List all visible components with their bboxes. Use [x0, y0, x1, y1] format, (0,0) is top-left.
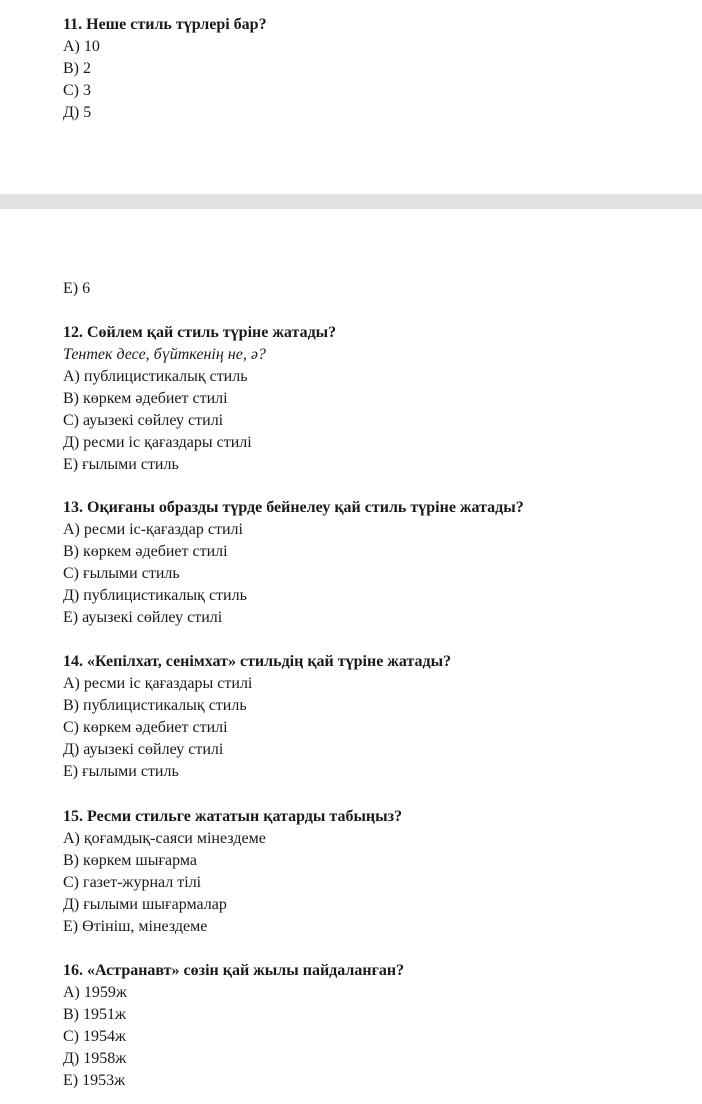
question-14 [63, 651, 451, 783]
option-d: Д) 5 [63, 104, 92, 121]
option-b: B) көркем әдебиет стилі [63, 543, 228, 560]
option-d: Д) ауызекі сөйлеу стилі [63, 741, 224, 758]
option-e: E) 1953ж [63, 1072, 126, 1089]
option-e: E) ауызекі сөйлеу стилі [63, 609, 223, 626]
question-title: 13. Оқиғаны образды түрде бейнелеу қай стиль түріне жатады? [63, 499, 524, 516]
option-d: Д) ресми іс қағаздары стилі [63, 434, 252, 451]
option-c: C) газет-журнал тілі [63, 874, 202, 891]
option-a: A) қоғамдық-саяси мінездеме [63, 830, 266, 847]
option-a: A) ресми іс қағаздары стилі [63, 675, 253, 692]
example-sentence: Тентек десе, бүйткенің не, ә? [63, 346, 266, 363]
option-e: E) Өтініш, мінездеме [63, 918, 208, 935]
option-c: C) 1954ж [63, 1028, 127, 1045]
option-c: C) ғылыми стиль [63, 565, 180, 582]
option-d: Д) 1958ж [63, 1050, 127, 1067]
option-e: E) 6 [63, 280, 91, 297]
question-13 [63, 497, 524, 629]
question-15 [63, 806, 402, 938]
question-title: 14. «Кепілхат, сенімхат» стильдің қай түріне жатады? [63, 653, 452, 670]
question-16 [63, 960, 404, 1092]
question-title: 16. «Астранавт» сөзін қай жылы пайдаланған? [63, 962, 405, 979]
option-e: E) ғылыми стиль [63, 763, 179, 780]
option-d: Д) публицистикалық стиль [63, 587, 247, 604]
option-e: E) ғылыми стиль [63, 456, 179, 473]
question-11 [63, 14, 267, 124]
question-11-continued [63, 278, 90, 300]
question-title: 11. Неше стиль түрлері бар? [63, 16, 267, 33]
option-a: A) 10 [63, 38, 100, 55]
option-a: A) публицистикалық стиль [63, 368, 248, 385]
page-break-divider [0, 194, 702, 209]
option-b: B) көркем шығарма [63, 852, 197, 869]
option-c: C) ауызекі сөйлеу стилі [63, 412, 224, 429]
option-b: B) публицистикалық стиль [63, 697, 247, 714]
option-b: B) көркем әдебиет стилі [63, 390, 228, 407]
option-c: C) 3 [63, 82, 91, 99]
question-12 [63, 322, 336, 476]
option-a: A) ресми іс-қағаздар стилі [63, 521, 243, 538]
option-a: A) 1959ж [63, 984, 127, 1001]
question-title: 15. Ресми стильге жататын қатарды табыңыз? [63, 808, 403, 825]
question-title: 12. Сөйлем қай стиль түріне жатады? [63, 324, 337, 341]
option-b: B) 1951ж [63, 1006, 127, 1023]
option-c: C) көркем әдебиет стилі [63, 719, 228, 736]
option-b: B) 2 [63, 60, 91, 77]
option-d: Д) ғылыми шығармалар [63, 896, 227, 913]
